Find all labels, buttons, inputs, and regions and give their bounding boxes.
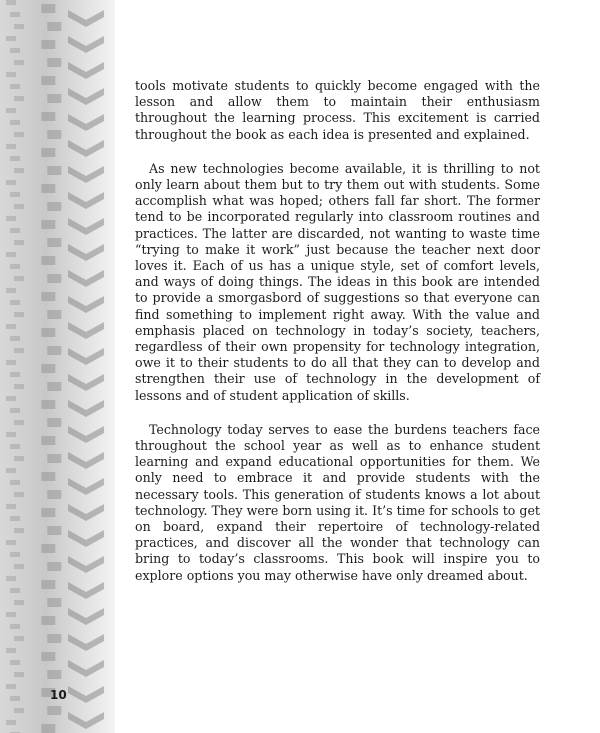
track-dash — [6, 684, 16, 689]
track-block — [41, 148, 55, 157]
track-block — [41, 328, 55, 337]
track-chevron — [68, 400, 104, 417]
track-chevron — [68, 348, 104, 365]
track-dash — [14, 384, 24, 389]
track-dash — [14, 528, 24, 533]
track-chevron — [68, 140, 104, 157]
track-block — [47, 346, 61, 355]
track-dash — [10, 264, 20, 269]
track-dash — [14, 600, 24, 605]
track-dash — [6, 144, 16, 149]
track-dash — [6, 288, 16, 293]
track-chevron — [68, 426, 104, 443]
track-block — [47, 598, 61, 607]
track-block — [41, 436, 55, 445]
track-chevron — [68, 634, 104, 651]
track-block — [41, 292, 55, 301]
track-block — [47, 202, 61, 211]
track-block — [47, 58, 61, 67]
track-block — [47, 670, 61, 679]
track-dash — [10, 192, 20, 197]
track-block — [47, 310, 61, 319]
track-block — [41, 472, 55, 481]
track-block — [47, 382, 61, 391]
track-block — [41, 256, 55, 265]
body-text — [135, 78, 540, 602]
track-chevron — [68, 582, 104, 599]
track-dash — [10, 84, 20, 89]
track-dash — [10, 372, 20, 377]
track-chevron — [68, 504, 104, 521]
track-chevron — [68, 374, 104, 391]
track-dash — [6, 612, 16, 617]
track-chevron — [68, 686, 104, 703]
track-dash — [6, 540, 16, 545]
track-chevron — [68, 62, 104, 79]
track-dash — [10, 12, 20, 17]
track-chevron — [68, 608, 104, 625]
track-chevron — [68, 296, 104, 313]
track-dash — [6, 648, 16, 653]
track-dash — [10, 624, 20, 629]
track-dash — [14, 708, 24, 713]
track-block — [47, 22, 61, 31]
track-dash — [6, 36, 16, 41]
track-dash — [6, 108, 16, 113]
track-chevron — [68, 660, 104, 677]
track-dash — [10, 516, 20, 521]
track-block — [47, 562, 61, 571]
track-dash — [6, 468, 16, 473]
track-block — [41, 184, 55, 193]
track-block — [41, 364, 55, 373]
track-dash — [10, 696, 20, 701]
track-block — [47, 238, 61, 247]
track-dash — [6, 180, 16, 185]
track-dash — [10, 300, 20, 305]
track-dash — [14, 240, 24, 245]
track-block — [47, 454, 61, 463]
track-dash — [6, 72, 16, 77]
track-block — [41, 508, 55, 517]
track-dash — [14, 348, 24, 353]
track-dash — [6, 0, 16, 5]
track-dash — [14, 564, 24, 569]
track-dash — [6, 432, 16, 437]
track-dash — [6, 216, 16, 221]
track-chevron — [68, 556, 104, 573]
track-dash — [10, 336, 20, 341]
track-dash — [6, 396, 16, 401]
track-dash — [14, 204, 24, 209]
track-chevron — [68, 88, 104, 105]
track-dash — [6, 360, 16, 365]
track-dash — [10, 552, 20, 557]
page-number: 10 — [50, 688, 67, 702]
track-dash — [14, 636, 24, 641]
track-block — [41, 400, 55, 409]
track-chevron — [68, 322, 104, 339]
track-dash — [6, 576, 16, 581]
track-block — [41, 112, 55, 121]
track-block — [47, 130, 61, 139]
track-chevron — [68, 192, 104, 209]
track-dash — [14, 492, 24, 497]
track-dash — [10, 228, 20, 233]
track-dash — [10, 588, 20, 593]
track-block — [47, 94, 61, 103]
track-block — [47, 634, 61, 643]
track-block — [47, 490, 61, 499]
track-chevron — [68, 478, 104, 495]
track-block — [41, 652, 55, 661]
track-dash — [6, 720, 16, 725]
track-chevron — [68, 270, 104, 287]
track-block — [47, 706, 61, 715]
paragraph-1: tools motivate students to quickly become engaged with the lesson and allow them to maintain their enthusiasm throughout the learning process. This excitement is carried throughout the book as each idea is presented and explained. — [135, 78, 540, 142]
track-dash — [6, 324, 16, 329]
track-dash — [10, 480, 20, 485]
track-dash — [14, 132, 24, 137]
track-dash — [10, 660, 20, 665]
track-chevron — [68, 452, 104, 469]
track-chevron — [68, 10, 104, 27]
track-chevron — [68, 244, 104, 261]
track-block — [41, 724, 55, 733]
track-dash — [10, 120, 20, 125]
track-chevron — [68, 218, 104, 235]
track-block — [47, 526, 61, 535]
track-dash — [14, 420, 24, 425]
track-block — [47, 274, 61, 283]
track-dash — [10, 156, 20, 161]
track-dash — [14, 672, 24, 677]
track-dash — [10, 48, 20, 53]
track-block — [41, 76, 55, 85]
track-dash — [6, 504, 16, 509]
track-dash — [14, 60, 24, 65]
paragraph-2: As new technologies become available, it is thrilling to not only learn about them but to try them out with students. Some accomplish what was hoped; others fall far short. The former tend to be incorporated regularly into classroom routines and practices. The latter are discarded, not wanting to waste time “trying to make it work” just because the teacher next door loves it. Each of us has a unique style, set of comfort levels, and ways of doing things. The ideas in this book are intended to provide a smorgasbord of suggestions so that everyone can find something to implement right away. With the value and emphasis placed on technology in today’s society, teachers, regardless of their own propensity for technology integration, owe it to their students to do all that they can to develop and strengthen their use of technology in the development of lessons and of student application of skills. — [135, 160, 540, 403]
track-dash — [14, 168, 24, 173]
track-chevron — [68, 166, 104, 183]
track-block — [41, 580, 55, 589]
track-dash — [6, 252, 16, 257]
track-block — [47, 418, 61, 427]
track-block — [41, 544, 55, 553]
track-dash — [10, 408, 20, 413]
track-dash — [14, 312, 24, 317]
track-block — [41, 40, 55, 49]
track-block — [47, 166, 61, 175]
track-block — [41, 220, 55, 229]
paragraph-3: Technology today serves to ease the burdens teachers face throughout the school year as well as to enhance student learning and expand educational opportunities for them. We only need to embrace it and provide students with the necessary tools. This generation of students knows a lot about technology. They were born using it. It’s time for schools to get on board, expand their repertoire of technology-related practices, and discover all the wonder that technology can bring to today’s classrooms. This book will inspire you to explore options you may otherwise have only dreamed about. — [135, 421, 540, 583]
track-chevron — [68, 36, 104, 53]
track-dash — [14, 24, 24, 29]
track-block — [41, 4, 55, 13]
track-chevron — [68, 530, 104, 547]
decorative-side-strip — [0, 0, 115, 733]
track-dash — [14, 276, 24, 281]
track-chevron — [68, 712, 104, 729]
track-dash — [14, 96, 24, 101]
track-block — [41, 616, 55, 625]
track-chevron — [68, 114, 104, 131]
tire-track-pattern — [0, 0, 115, 733]
track-dash — [14, 456, 24, 461]
track-dash — [10, 444, 20, 449]
